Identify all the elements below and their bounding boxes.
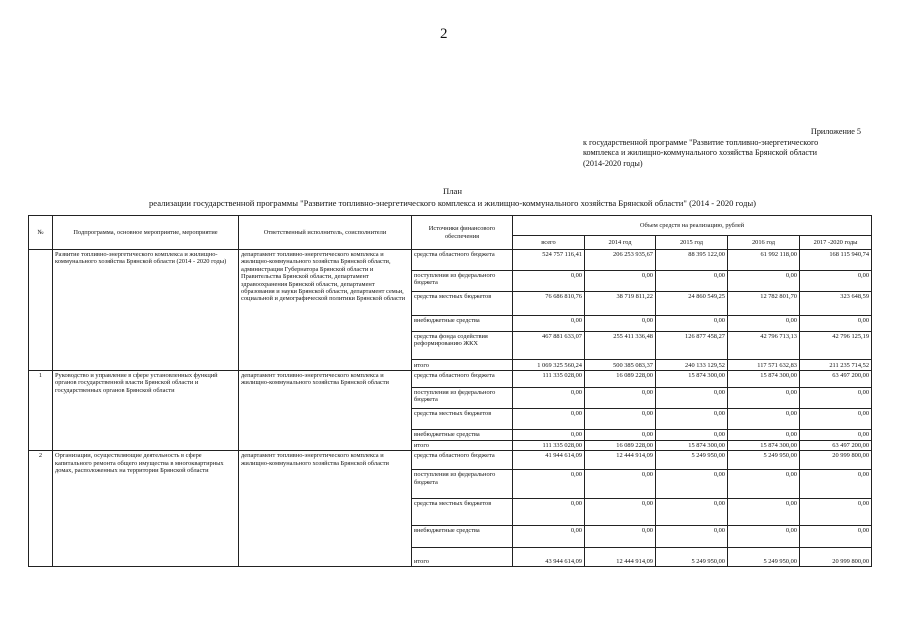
amount-cell: 5 249 950,00 [728, 548, 800, 567]
funding-source: итого [412, 548, 513, 567]
amount-cell: 61 992 118,00 [728, 250, 800, 271]
amount-cell: 0,00 [513, 430, 585, 441]
amount-cell: 15 874 300,00 [728, 371, 800, 388]
amount-cell: 0,00 [585, 316, 656, 332]
funding-source: итого [412, 441, 513, 451]
amount-cell: 0,00 [585, 388, 656, 409]
document-subtitle: реализации государственной программы "Развитие топливно-энергетического комплекса и жилищно-коммунального хозяйства Брянской области" (2014 - 2020 годы) [149, 198, 756, 208]
amount-cell: 0,00 [585, 430, 656, 441]
responsible-executor: департамент топливно-энергетического комплекса и жилищно-коммунального хозяйства Брянской области [239, 451, 412, 567]
amount-cell: 0,00 [513, 526, 585, 548]
amount-cell: 5 249 950,00 [656, 451, 728, 470]
amount-cell: 0,00 [513, 499, 585, 526]
row-number: 1 [29, 371, 53, 451]
amount-cell: 467 881 633,07 [513, 332, 585, 360]
amount-cell: 0,00 [513, 316, 585, 332]
amount-cell: 0,00 [800, 470, 872, 499]
plan-table [28, 215, 872, 567]
amount-cell: 0,00 [656, 388, 728, 409]
row-number: 2 [29, 451, 53, 567]
page-number: 2 [440, 26, 448, 42]
amount-cell: 0,00 [800, 430, 872, 441]
amount-cell: 15 874 300,00 [656, 371, 728, 388]
amount-cell: 0,00 [728, 271, 800, 292]
program-name: Развитие топливно-энергетического комплекса и жилищно-коммунального хозяйства Брянской области (2014 - 2020 годы) [53, 250, 239, 371]
amount-cell: 0,00 [585, 526, 656, 548]
header-source: Источники финансового обеспечения [412, 216, 513, 250]
amount-cell: 1 069 325 560,24 [513, 360, 585, 371]
amount-cell: 206 253 935,67 [585, 250, 656, 271]
table-body [29, 250, 872, 567]
amount-cell: 0,00 [800, 388, 872, 409]
amount-cell: 76 686 810,76 [513, 292, 585, 316]
appendix-line: (2014-2020 годы) [583, 158, 643, 168]
appendix-line: комплекса и жилищно-коммунального хозяйства Брянской области [583, 148, 817, 157]
amount-cell: 20 999 800,00 [800, 451, 872, 470]
amount-cell: 168 115 940,74 [800, 250, 872, 271]
header-2016: 2016 год [728, 236, 800, 250]
amount-cell: 43 944 614,09 [513, 548, 585, 567]
amount-cell: 5 249 950,00 [656, 548, 728, 567]
amount-cell: 38 719 811,22 [585, 292, 656, 316]
funding-source: средства областного бюджета [412, 451, 513, 470]
amount-cell: 0,00 [728, 430, 800, 441]
table-row [29, 371, 872, 388]
amount-cell: 12 444 914,09 [585, 451, 656, 470]
responsible-executor: департамент топливно-энергетического комплекса и жилищно-коммунального хозяйства Брянской области, администрация Губернатора Брянской области и Правительства Брянской области, департамент здравоохранения Брянской области, департамент образования и науки Брянской области, департамент семьи, социальной и демографической политики Брянской области [239, 250, 412, 371]
amount-cell: 16 089 228,00 [585, 371, 656, 388]
amount-cell: 41 944 614,09 [513, 451, 585, 470]
funding-source: средства областного бюджета [412, 250, 513, 271]
amount-cell: 0,00 [513, 388, 585, 409]
amount-cell: 0,00 [656, 430, 728, 441]
amount-cell: 0,00 [656, 499, 728, 526]
amount-cell: 0,00 [513, 271, 585, 292]
amount-cell: 126 877 458,27 [656, 332, 728, 360]
table-row [29, 250, 872, 271]
header-num: № [29, 216, 53, 250]
amount-cell: 0,00 [513, 470, 585, 499]
amount-cell: 0,00 [656, 470, 728, 499]
amount-cell: 0,00 [585, 271, 656, 292]
amount-cell: 0,00 [800, 526, 872, 548]
responsible-executor: департамент топливно-энергетического комплекса и жилищно-коммунального хозяйства Брянской области [239, 371, 412, 451]
program-name: Организации, осуществляющие деятельность в сфере капитального ремонта общего имущества в многоквартирных домах, расположенных на территории Брянской области [53, 451, 239, 567]
amount-cell: 15 874 300,00 [728, 441, 800, 451]
header-responsible: Ответственный исполнитель, соисполнители [239, 216, 412, 250]
funding-source: средства местных бюджетов [412, 409, 513, 430]
amount-cell: 240 133 129,52 [656, 360, 728, 371]
funding-source: средства местных бюджетов [412, 499, 513, 526]
amount-cell: 0,00 [728, 409, 800, 430]
header-volume: Объем средств на реализацию, рублей [513, 216, 872, 236]
amount-cell: 500 385 083,37 [585, 360, 656, 371]
amount-cell: 0,00 [800, 499, 872, 526]
appendix-line: к государственной программе "Развитие топливно-энергетического [583, 137, 819, 147]
funding-source: поступления из федерального бюджета [412, 470, 513, 499]
amount-cell: 42 796 125,19 [800, 332, 872, 360]
row-number [29, 250, 53, 371]
header-2015: 2015 год [656, 236, 728, 250]
amount-cell: 12 782 801,70 [728, 292, 800, 316]
amount-cell: 5 249 950,00 [728, 451, 800, 470]
document-title: План [443, 186, 462, 196]
amount-cell: 255 411 336,48 [585, 332, 656, 360]
amount-cell: 42 796 713,13 [728, 332, 800, 360]
amount-cell: 0,00 [585, 409, 656, 430]
amount-cell: 0,00 [656, 409, 728, 430]
table-row [29, 451, 872, 470]
amount-cell: 323 648,59 [800, 292, 872, 316]
amount-cell: 0,00 [728, 316, 800, 332]
funding-source: средства местных бюджетов [412, 292, 513, 316]
funding-source: внебюджетные средства [412, 316, 513, 332]
amount-cell: 0,00 [728, 470, 800, 499]
amount-cell: 63 497 200,00 [800, 371, 872, 388]
header-2017-2020: 2017 -2020 годы [800, 236, 872, 250]
funding-source: средства фонда содействия реформированию ЖКХ [412, 332, 513, 360]
appendix-label: Приложение 5 [810, 127, 861, 136]
amount-cell: 20 999 800,00 [800, 548, 872, 567]
amount-cell: 211 235 714,52 [800, 360, 872, 371]
amount-cell: 0,00 [513, 409, 585, 430]
amount-cell: 0,00 [585, 499, 656, 526]
header-total: всего [513, 236, 585, 250]
amount-cell: 0,00 [800, 271, 872, 292]
amount-cell: 16 089 228,00 [585, 441, 656, 451]
funding-source: поступления из федерального бюджета [412, 388, 513, 409]
amount-cell: 0,00 [585, 470, 656, 499]
amount-cell: 63 497 200,00 [800, 441, 872, 451]
amount-cell: 0,00 [728, 526, 800, 548]
amount-cell: 0,00 [800, 409, 872, 430]
funding-source: поступления из федерального бюджета [412, 271, 513, 292]
amount-cell: 111 335 028,00 [513, 441, 585, 451]
amount-cell: 24 860 549,25 [656, 292, 728, 316]
amount-cell: 0,00 [656, 316, 728, 332]
amount-cell: 0,00 [656, 526, 728, 548]
amount-cell: 117 571 632,83 [728, 360, 800, 371]
amount-cell: 0,00 [728, 388, 800, 409]
amount-cell: 15 874 300,00 [656, 441, 728, 451]
amount-cell: 111 335 028,00 [513, 371, 585, 388]
amount-cell: 0,00 [728, 499, 800, 526]
program-name: Руководство и управление в сфере установленных функций органов государственной власти Брянской области и государственных органов Брянской области [53, 371, 239, 451]
amount-cell: 88 395 122,00 [656, 250, 728, 271]
funding-source: средства областного бюджета [412, 371, 513, 388]
amount-cell: 0,00 [656, 271, 728, 292]
header-2014: 2014 год [585, 236, 656, 250]
amount-cell: 524 757 116,41 [513, 250, 585, 271]
funding-source: внебюджетные средства [412, 526, 513, 548]
appendix-block [583, 127, 883, 169]
amount-cell: 0,00 [800, 316, 872, 332]
header-program: Подпрограмма, основное мероприятие, мероприятие [53, 216, 239, 250]
funding-source: внебюджетные средства [412, 430, 513, 441]
amount-cell: 12 444 914,09 [585, 548, 656, 567]
funding-source: итого [412, 360, 513, 371]
